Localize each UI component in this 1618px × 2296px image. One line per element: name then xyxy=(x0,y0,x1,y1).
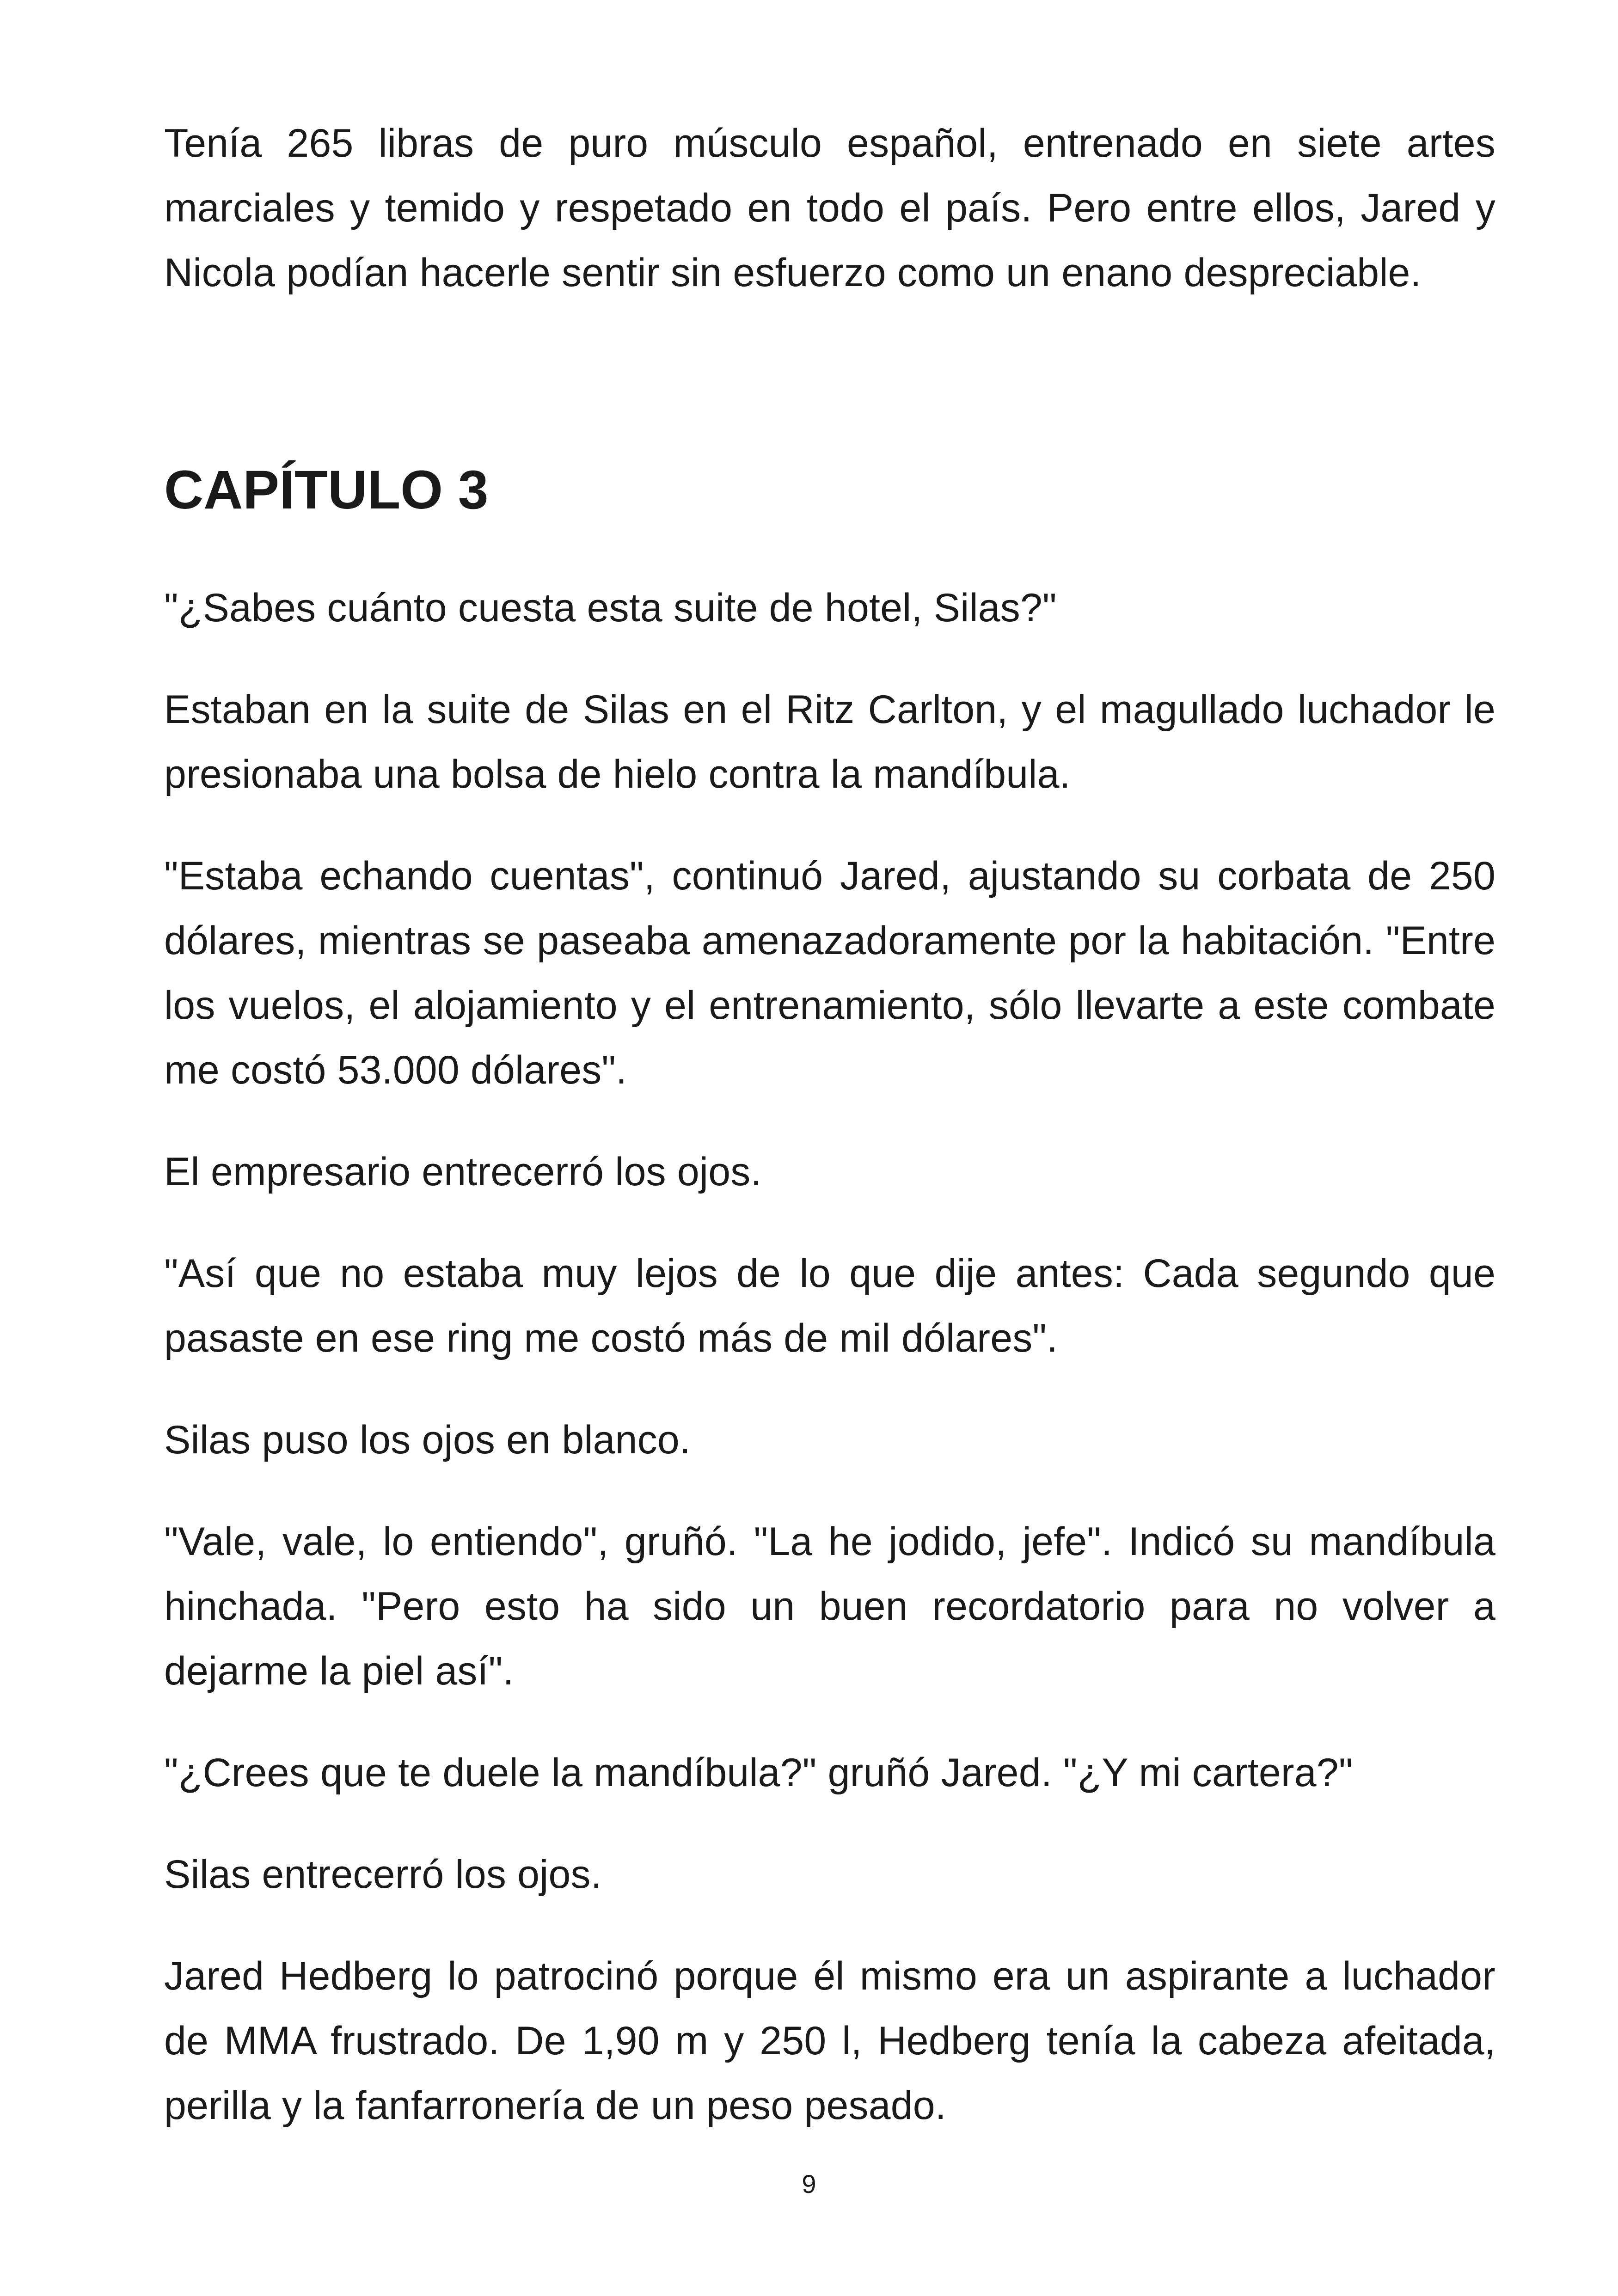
chapter-body xyxy=(164,576,1495,640)
chapter-body xyxy=(164,1408,1495,1472)
chapter-body xyxy=(164,1842,1495,1907)
chapter-title: CAPÍTULO 3 xyxy=(164,459,489,520)
chapter-body xyxy=(164,1740,1495,1805)
paragraph: El empresario entrecerró los ojos. xyxy=(164,1150,762,1194)
chapter-body xyxy=(164,1139,1495,1204)
opening-section xyxy=(164,111,1495,305)
chapter-body xyxy=(164,844,1495,1102)
paragraph: "Estaba echando cuentas", continuó Jared, ajustando su corbata de 250 dólares, mientras se paseaba amenazadoramente por la habitación. "Entre los vuelos, el alojamiento y el entrenamiento, sólo llevarte a este combate me costó 53.000 dólares". xyxy=(164,854,1495,1092)
paragraph: "Vale, vale, lo entiendo", gruñó. "La he jodido, jefe". Indicó su mandíbula hinchada. "Pero esto ha sido un buen recordatorio para no volver a dejarme la piel así". xyxy=(164,1519,1495,1693)
paragraph: "¿Crees que te duele la mandíbula?" gruñó Jared. "¿Y mi cartera?" xyxy=(164,1751,1353,1795)
chapter-body xyxy=(164,1241,1495,1371)
chapter-body xyxy=(164,1509,1495,1703)
opening-paragraph: Tenía 265 libras de puro músculo español, entrenado en siete artes marciales y temido y respetado en todo el país. Pero entre ellos, Jared y Nicola podían hacerle sentir sin esfuerzo como un enano despreciable. xyxy=(164,121,1495,295)
paragraph: Silas puso los ojos en blanco. xyxy=(164,1418,691,1462)
paragraph: Estaban en la suite de Silas en el Ritz Carlton, y el magullado luchador le presionaba una bolsa de hielo contra la mandíbula. xyxy=(164,687,1495,796)
paragraph: "¿Sabes cuánto cuesta esta suite de hotel, Silas?" xyxy=(164,586,1057,630)
chapter-body xyxy=(164,1944,1495,2138)
page-number: 9 xyxy=(802,2169,816,2198)
paragraph: Jared Hedberg lo patrocinó porque él mismo era un aspirante a luchador de MMA frustrado. De 1,90 m y 250 l, Hedberg tenía la cabeza afeitada, perilla y la fanfarronería de un peso pesado. xyxy=(164,1954,1495,2128)
paragraph: "Así que no estaba muy lejos de lo que dije antes: Cada segundo que pasaste en ese ring me costó más de mil dólares". xyxy=(164,1251,1495,1360)
paragraph: Silas entrecerró los ojos. xyxy=(164,1852,602,1897)
chapter-body xyxy=(164,677,1495,807)
